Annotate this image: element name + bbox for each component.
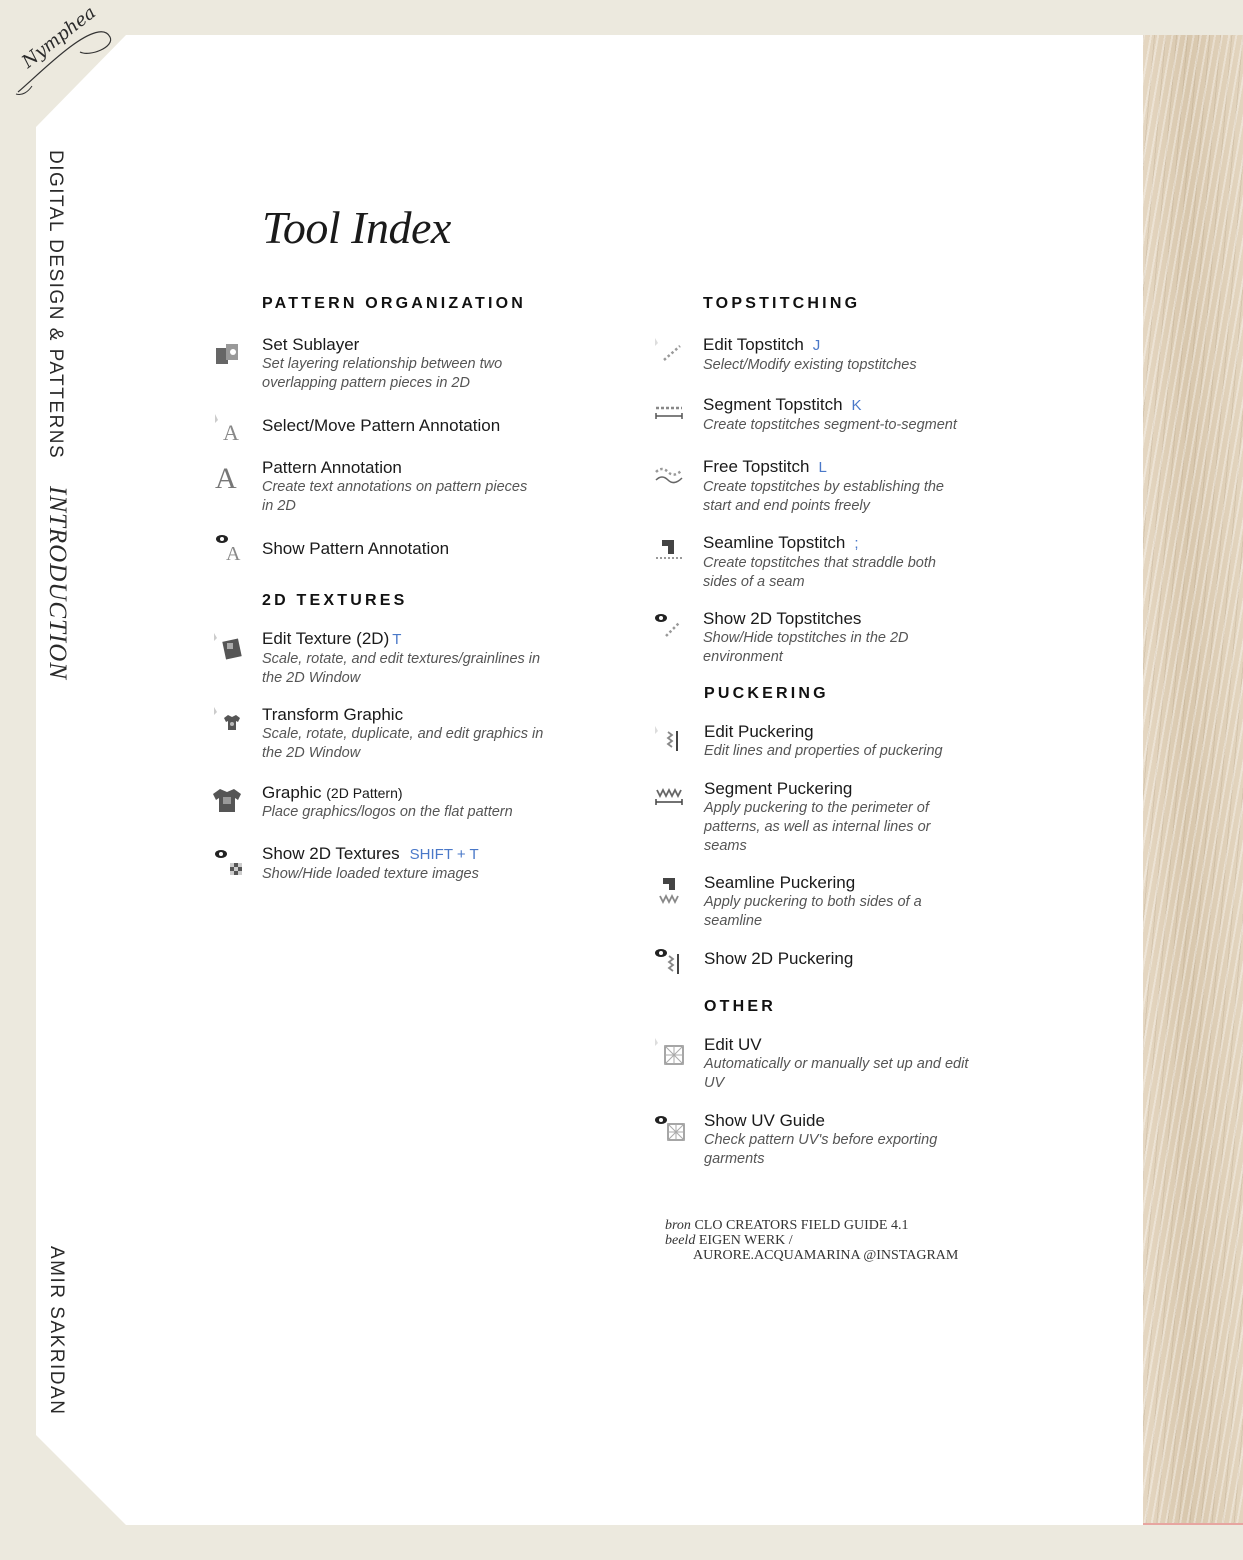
seamline-topstitch-icon [652,534,686,568]
heading-2d-textures: 2D TEXTURES [262,592,408,609]
tool-name-text: Free Topstitch [703,457,810,476]
credit-source: CLO CREATORS FIELD GUIDE 4.1 [694,1218,909,1233]
show-topstitches-icon [652,610,686,644]
show-puckering-icon [652,944,686,978]
sidebar-category: DIGITAL DESIGN & PATTERNS [45,150,66,460]
tool-set-sublayer [262,335,562,393]
tool-name [703,395,1003,416]
tool-desc: Scale, rotate, and edit textures/grainlines in the 2D Window [262,651,541,686]
tool-show-2d-topstitches [703,609,1003,667]
shortcut-key: ; [854,535,859,552]
tool-name: Pattern Annotation [262,458,402,477]
tool-name-text: Segment Topstitch [703,395,843,414]
heading-puckering: PUCKERING [704,685,829,702]
edge-accent-line [1143,1523,1243,1525]
edit-puckering-icon [652,724,686,758]
credit-image-handle: AURORE.ACQUAMARINA @INSTAGRAM [693,1248,959,1263]
logo-wordmark: Nymphea [18,2,100,73]
svg-text:A: A [223,420,239,445]
tool-name [262,629,562,650]
tool-edit-topstitch [703,335,1003,375]
segment-puckering-icon [652,782,686,816]
show-textures-icon [212,846,246,880]
shortcut-key: T [392,631,402,648]
tool-desc: Select/Modify existing topstitches [703,357,917,373]
seamline-puckering-icon [654,874,688,908]
credit-image: EIGEN WERK / [698,1233,793,1248]
tool-desc: Scale, rotate, duplicate, and edit graphics in the 2D Window [262,726,544,761]
tool-desc: Check pattern UV's before exporting garments [704,1132,938,1167]
tool-name-text: Graphic [262,783,322,802]
fabric-texture-strip [1143,35,1243,1525]
select-annotation-icon [212,412,246,446]
tool-desc: Apply puckering to the perimeter of patterns, as well as internal lines or seams [704,800,931,854]
heading-topstitching: TOPSTITCHING [703,295,861,312]
tool-show-annotation [262,539,562,559]
tool-name-suffix: (2D Pattern) [326,785,403,801]
tool-show-2d-puckering [704,949,1004,969]
credit-label-beeld: beeld [665,1233,696,1248]
shortcut-key: K [851,397,862,414]
tool-name [703,533,1003,554]
svg-text:A: A [226,543,241,564]
tool-name: Segment Puckering [704,779,853,798]
show-uv-icon [652,1112,686,1146]
tool-segment-puckering [704,779,1004,856]
tool-name-text: Edit Texture (2D) [262,629,390,648]
tool-segment-topstitch [703,395,1003,435]
tool-name [703,457,1003,478]
heading-other: OTHER [704,998,776,1015]
tool-name: Set Sublayer [262,335,360,354]
tool-select-annotation [262,416,562,436]
tool-name-text: Edit Topstitch [703,335,804,354]
heading-pattern-organization: PATTERN ORGANIZATION [262,295,526,312]
tool-name: Show Pattern Annotation [262,539,450,558]
tool-graphic [262,783,562,822]
tool-name-text: Seamline Topstitch [703,533,846,552]
shortcut-key: J [812,337,821,354]
tool-name: Edit Puckering [704,722,814,741]
tool-pattern-annotation [262,458,562,516]
sidebar-section: INTRODUCTION [44,486,71,680]
svg-text:A: A [215,462,237,494]
tool-free-topstitch [703,457,1003,516]
tool-name: Show 2D Puckering [704,949,854,968]
tool-seamline-topstitch [703,533,1003,592]
tool-name-text: Show 2D Textures [262,844,400,863]
tool-seamline-puckering [704,873,1004,931]
segment-topstitch-icon [652,396,686,430]
tool-name: Edit UV [704,1035,762,1054]
transform-graphic-icon [212,706,246,740]
tool-name: Show 2D Topstitches [703,609,862,628]
tool-desc: Place graphics/logos on the flat pattern [262,804,513,820]
tool-desc: Set layering relationship between two overlapping pattern pieces in 2D [262,356,503,391]
tool-edit-puckering [704,722,1004,761]
tool-name [262,844,562,865]
edit-texture-icon [212,632,246,666]
tool-edit-texture [262,629,562,688]
credit-label-bron: bron [665,1218,691,1233]
graphic-icon [210,784,244,818]
tool-edit-uv [704,1035,1004,1093]
tool-name [262,783,562,803]
tool-desc: Apply puckering to both sides of a seamline [704,894,922,929]
sublayer-icon [212,338,246,372]
edit-topstitch-icon [652,336,686,370]
free-topstitch-icon [652,460,686,494]
tool-name: Select/Move Pattern Annotation [262,416,501,435]
tool-desc: Show/Hide topstitches in the 2D environment [703,630,909,665]
tool-desc: Create topstitches by establishing the start and end points freely [703,479,944,514]
shortcut-key: SHIFT + T [409,846,479,863]
shortcut-key: L [818,459,827,476]
annotation-icon [212,460,246,494]
sidebar-author: AMIR SAKRIDAN [46,1246,67,1416]
tool-desc: Automatically or manually set up and edit UV [704,1056,969,1091]
edit-uv-icon [652,1036,686,1070]
tool-desc: Create text annotations on pattern pieces in 2D [262,479,528,514]
photo-credit [665,1218,958,1263]
show-annotation-icon [212,530,246,564]
page-title: Tool Index [262,202,451,253]
tool-show-2d-textures [262,844,562,884]
tool-show-uv-guide [704,1111,1004,1169]
tool-desc: Create topstitches that straddle both sides of a seam [703,555,936,590]
tool-desc: Show/Hide loaded texture images [262,866,479,882]
tool-transform-graphic [262,705,562,763]
tool-name: Transform Graphic [262,705,404,724]
tool-desc: Create topstitches segment-to-segment [703,417,957,433]
tool-desc: Edit lines and properties of puckering [704,743,943,759]
tool-name [703,335,1003,356]
tool-name: Show UV Guide [704,1111,825,1130]
tool-name: Seamline Puckering [704,873,856,892]
